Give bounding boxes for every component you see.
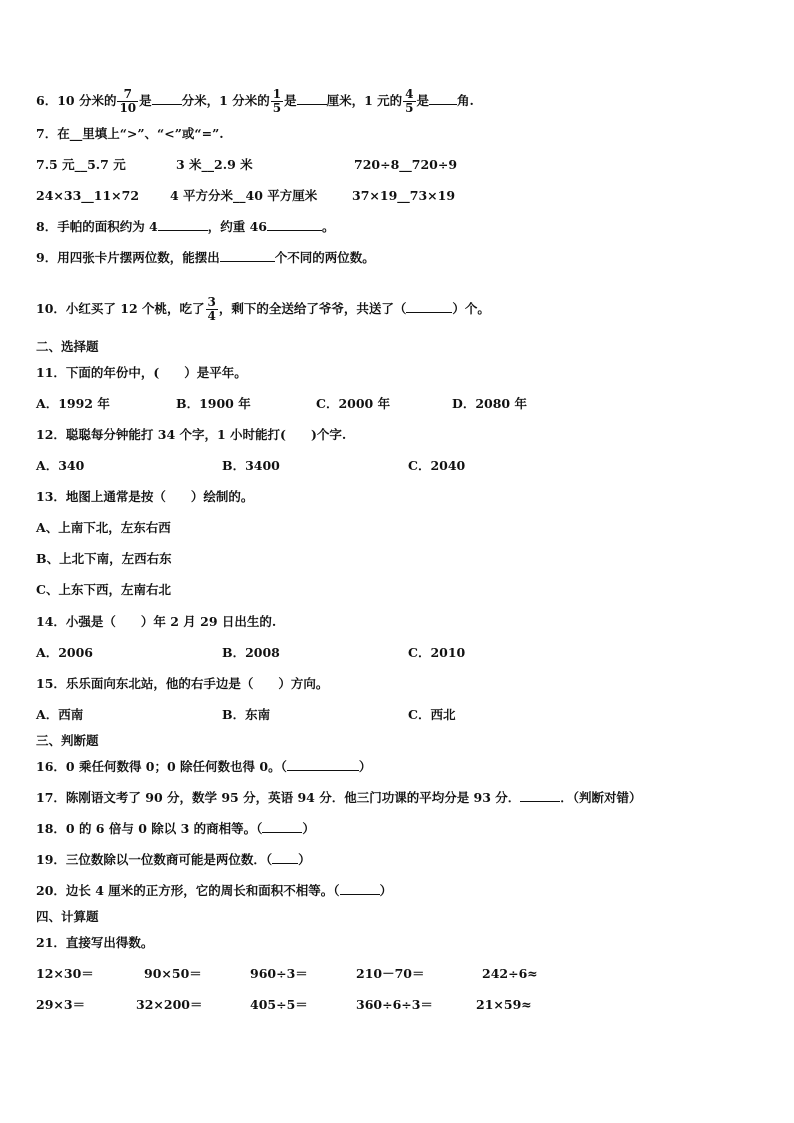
question-14-stem: 14．小强是（ ）年 2 月 29 日出生的. <box>36 614 277 629</box>
q8-text-3: 。 <box>322 219 335 234</box>
question-20 <box>36 883 392 899</box>
q19-text-2: ） <box>298 852 311 867</box>
q10-text-1: 10．小红买了 12 个桃，吃了 <box>36 301 205 316</box>
q6-text-2: 是 <box>139 93 152 108</box>
q15-option-c[interactable]: C．西北 <box>408 707 456 722</box>
q15-option-a[interactable]: A．西南 <box>36 707 84 722</box>
fraction-denominator: 5 <box>272 101 282 115</box>
q8-text-1: 8．手帕的面积约为 4 <box>36 219 158 234</box>
q13-option-c[interactable]: C、上东下西，左南右北 <box>36 582 171 597</box>
q17-text-1: 17．陈刚语文考了 90 分，数学 95 分，英语 94 分．他三门功课的平均分是 93 分． <box>36 790 521 805</box>
q17-text-2: ．（判断对错） <box>560 790 642 805</box>
question-10 <box>36 296 490 323</box>
q14-option-b[interactable]: B．2008 <box>222 645 280 660</box>
q10-text-2: ，剩下的全送给了爷爷，共送了（ <box>218 301 407 316</box>
q12-option-c[interactable]: C．2040 <box>408 458 466 473</box>
q8-text-2: ，约重 46 <box>207 219 267 234</box>
q9-text-1: 9．用四张卡片摆两位数，能摆出 <box>36 250 220 265</box>
q16-text-1: 16．0 乘任何数得 0；0 除任何数也得 0。（ <box>36 759 287 774</box>
q15-option-b[interactable]: B．东南 <box>222 707 271 722</box>
q11-option-d[interactable]: D．2080 年 <box>452 396 527 411</box>
answer-blank[interactable] <box>520 790 560 802</box>
q11-option-a[interactable]: A．1992 年 <box>36 396 110 411</box>
section-title-choice: 二、选择题 <box>36 339 99 354</box>
question-8 <box>36 219 335 235</box>
fraction-denominator: 10 <box>119 101 137 115</box>
q21-expression: 360÷6÷3＝ <box>356 997 433 1012</box>
answer-blank[interactable] <box>152 93 182 105</box>
fraction-numerator: 1 <box>272 87 282 101</box>
question-15-stem: 15．乐乐面向东北站，他的右手边是（ ）方向。 <box>36 676 329 691</box>
fraction-numerator: 3 <box>207 295 216 309</box>
question-13-stem: 13．地图上通常是按（ ）绘制的。 <box>36 489 254 504</box>
question-11-stem: 11．下面的年份中，( ）是平年。 <box>36 365 247 380</box>
q11-option-c[interactable]: C．2000 年 <box>316 396 391 411</box>
q14-option-c[interactable]: C．2010 <box>408 645 466 660</box>
fraction-7-10 <box>117 88 138 115</box>
q19-text-1: 19．三位数除以一位数商可能是两位数．（ <box>36 852 273 867</box>
q20-text-1: 20．边长 4 厘米的正方形，它的周长和面积不相等。（ <box>36 883 340 898</box>
answer-blank[interactable] <box>297 93 327 105</box>
q7-item: 37×19__73×19 <box>352 188 456 203</box>
q21-expression: 90×50＝ <box>144 966 202 981</box>
q9-text-2: 个不同的两位数。 <box>274 250 375 265</box>
question-19 <box>36 852 311 868</box>
question-12-stem: 12．聪聪每分钟能打 34 个字，1 小时能打( )个字. <box>36 427 347 442</box>
answer-blank[interactable] <box>220 250 275 262</box>
answer-blank[interactable] <box>262 821 302 833</box>
question-6 <box>36 88 474 115</box>
q21-expression: 242÷6≈ <box>482 966 538 981</box>
fraction-3-4 <box>206 296 218 323</box>
answer-blank[interactable] <box>340 883 380 895</box>
q12-option-a[interactable]: A．340 <box>36 458 85 473</box>
q6-text-3: 分米，1 分米的 <box>181 93 270 108</box>
question-9 <box>36 250 375 266</box>
q6-text-7: 角. <box>457 93 474 108</box>
q6-text-5: 厘米，1 元的 <box>326 93 403 108</box>
fraction-1-5 <box>271 88 283 115</box>
q21-expression: 405÷5＝ <box>250 997 308 1012</box>
q7-item: 720÷8__720÷9 <box>354 157 458 172</box>
q21-expression: 32×200＝ <box>136 997 203 1012</box>
q6-text-4: 是 <box>284 93 297 108</box>
q6-text-1: 10 分米的 <box>57 93 117 108</box>
question-17 <box>36 790 642 806</box>
q14-option-a[interactable]: A．2006 <box>36 645 93 660</box>
q7-item: 4 平方分米__40 平方厘米 <box>170 188 318 203</box>
question-7-stem: 7．在__里填上“>”、“<”或“=”. <box>36 126 224 141</box>
q12-option-b[interactable]: B．3400 <box>222 458 280 473</box>
fraction-numerator: 4 <box>405 87 414 101</box>
answer-blank[interactable] <box>272 852 298 864</box>
section-title-calculation: 四、计算题 <box>36 909 99 924</box>
q16-text-2: ） <box>358 759 372 774</box>
fraction-denominator: 5 <box>405 101 414 115</box>
answer-blank[interactable] <box>267 219 322 231</box>
q10-text-3: ）个。 <box>452 301 490 316</box>
question-16 <box>36 759 371 775</box>
q6-number: 6． <box>36 93 58 108</box>
q21-expression: 210－70＝ <box>356 966 425 981</box>
q11-option-b[interactable]: B．1900 年 <box>176 396 251 411</box>
answer-blank[interactable] <box>406 301 452 313</box>
q18-text-1: 18．0 的 6 倍与 0 除以 3 的商相等。（ <box>36 821 263 836</box>
answer-blank[interactable] <box>429 93 457 105</box>
q21-expression: 12×30＝ <box>36 966 94 981</box>
q21-expression: 960÷3＝ <box>250 966 308 981</box>
q7-item: 24×33__11×72 <box>36 188 140 203</box>
q21-expression: 21×59≈ <box>476 997 532 1012</box>
q20-text-2: ） <box>379 883 393 898</box>
q7-item: 7.5 元__5.7 元 <box>36 157 126 172</box>
question-21-stem: 21．直接写出得数。 <box>36 935 154 950</box>
q13-option-b[interactable]: B、上北下南，左西右东 <box>36 551 172 566</box>
fraction-numerator: 7 <box>123 87 132 101</box>
answer-blank[interactable] <box>158 219 208 231</box>
q7-item: 3 米__2.9 米 <box>176 157 253 172</box>
question-18 <box>36 821 315 837</box>
answer-blank[interactable] <box>287 759 359 771</box>
q6-text-6: 是 <box>416 93 430 108</box>
q18-text-2: ） <box>302 821 315 836</box>
q21-expression: 29×3＝ <box>36 997 86 1012</box>
section-title-judgement: 三、判断题 <box>36 733 99 748</box>
q13-option-a[interactable]: A、上南下北，左东右西 <box>36 520 171 535</box>
fraction-denominator: 4 <box>207 309 216 323</box>
fraction-4-5 <box>403 88 415 115</box>
